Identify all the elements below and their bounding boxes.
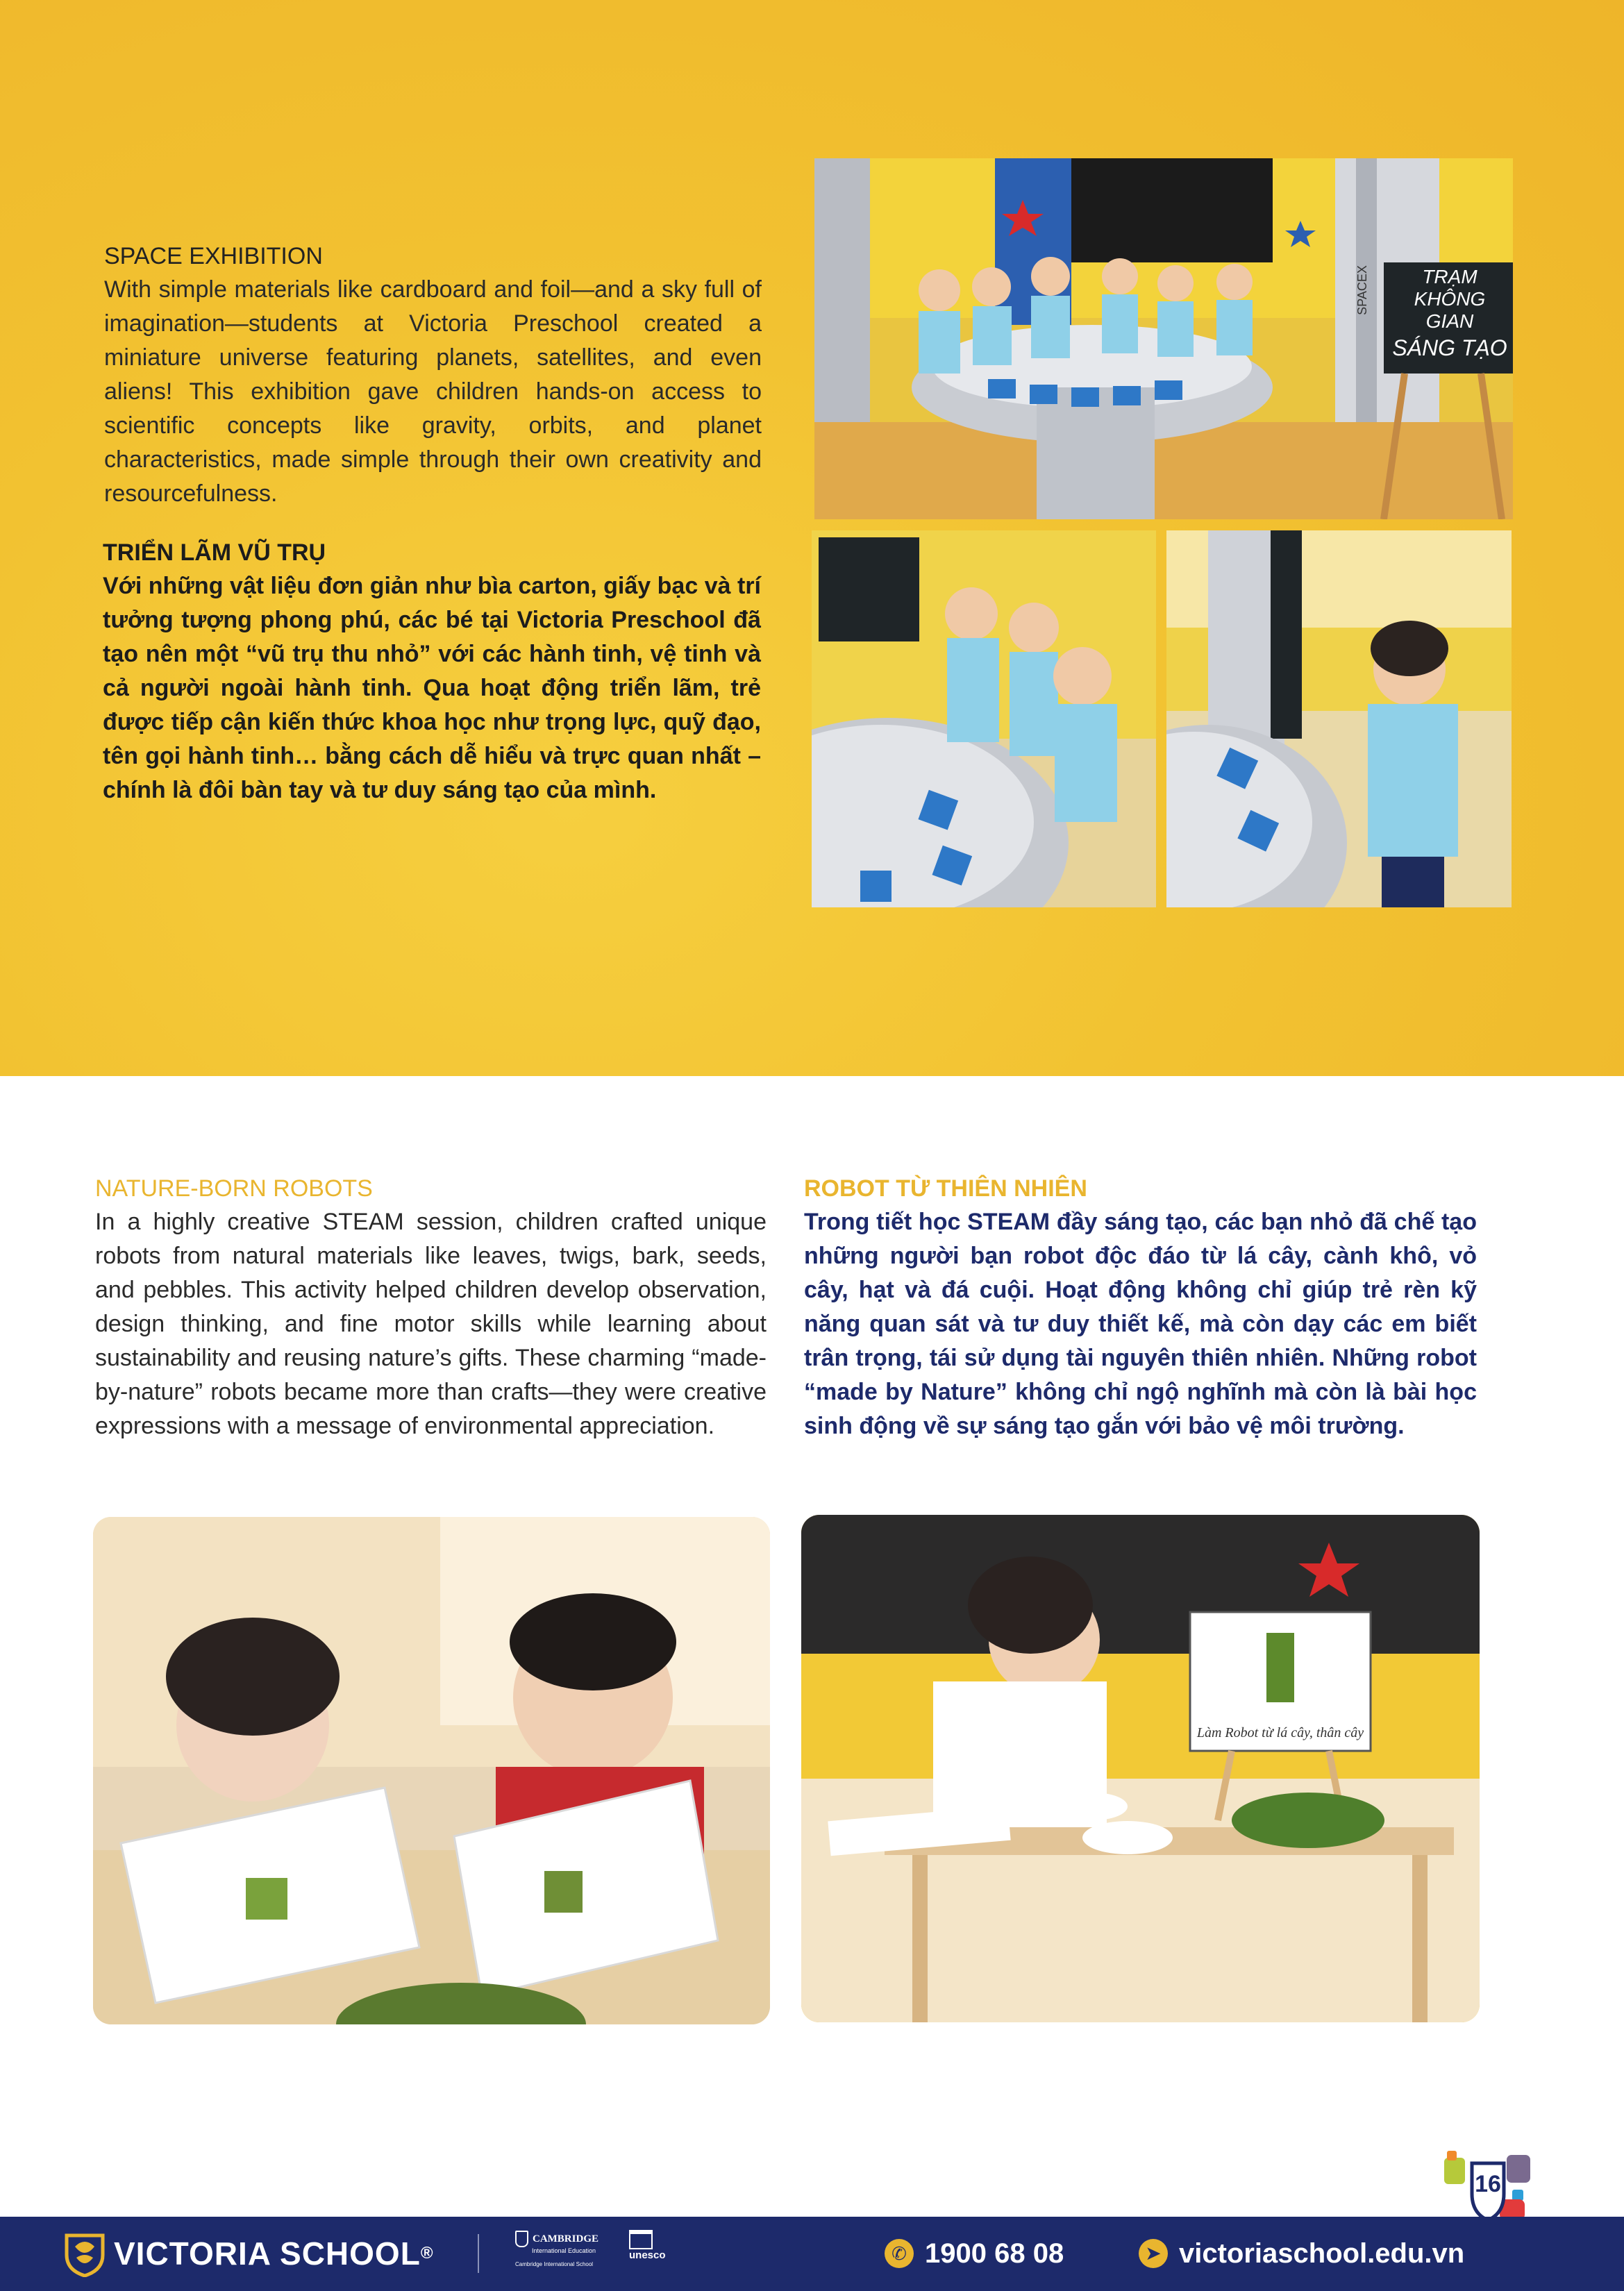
unesco-logo [629, 2230, 678, 2279]
sign-line-2: KHÔNG [1414, 288, 1486, 310]
cambridge-sub2: Cambridge International School [515, 2261, 594, 2267]
cambridge-shield-icon [515, 2231, 528, 2247]
website-url: victoriaschool.edu.vn [1179, 2238, 1465, 2269]
globe-icon: ➤ [1139, 2239, 1168, 2268]
robots-photo-kids [93, 1517, 770, 2024]
phone-number: 1900 68 08 [925, 2238, 1064, 2269]
sign-line-1: TRẠM [1422, 266, 1477, 287]
page-number: 16 [1475, 2171, 1501, 2197]
space-photo-right [1166, 530, 1512, 907]
space-vi-block [103, 536, 761, 807]
phone-link[interactable] [885, 2234, 1064, 2273]
sign-line-4: SÁNG TẠO [1392, 335, 1507, 360]
robots-en-title: NATURE-BORN ROBOTS [95, 1175, 373, 1202]
space-vi-body: Với những vật liệu đơn giản như bìa carton, giấy bạc và trí tưởng tượng phong phú, các bé tại Victoria Preschool đã tạo nên một “vũ trụ thu nhỏ” với các hành tinh, vệ tinh và cả người ngoài hành tinh. Qua hoạt động triển lãm, trẻ được tiếp cận kiến thức khoa học như trọng lực, quỹ đạo, tên gọi hành tinh… bằng cách dễ hiểu và trực quan nhất – chính là đôi bàn tay và tư duy sáng tạo của mình. [103, 573, 761, 803]
footer-divider [478, 2234, 479, 2273]
robots-en-block [95, 1172, 767, 1443]
board-caption: Làm Robot từ lá cây, thân cây [1196, 1725, 1364, 1740]
victoria-logo-icon [64, 2231, 106, 2277]
robots-photo-teacher [801, 1515, 1480, 2022]
footer-brand [114, 2234, 434, 2273]
sign-line-3: GIAN [1425, 310, 1474, 332]
space-photo-left [812, 530, 1156, 907]
robots-vi-title: ROBOT TỪ THIÊN NHIÊN [804, 1175, 1087, 1202]
space-photo-main [814, 158, 1513, 519]
footer-brand-registered: ® [420, 2244, 434, 2263]
cambridge-name: CAMBRIDGE [532, 2233, 598, 2244]
robots-vi-block [804, 1172, 1477, 1443]
space-en-block [104, 240, 762, 511]
cambridge-logo [515, 2231, 598, 2279]
space-vi-title: TRIỂN LÃM VŨ TRỤ [103, 539, 326, 566]
unesco-temple-icon [629, 2230, 653, 2249]
cambridge-sub: International Education [532, 2247, 596, 2254]
space-en-body: With simple materials like cardboard and foil—and a sky full of imagination—students at Victoria Preschool created a miniature universe featuring planets, satellites, and even aliens! This exhibition gave children hands-on access to scientific concepts like gravity, orbits, and planet characteristics, made simple through their own creativity and resourcefulness. [104, 276, 762, 507]
website-link[interactable] [1139, 2234, 1464, 2273]
robots-vi-body: Trong tiết học STEAM đầy sáng tạo, các bạn nhỏ đã chế tạo những người bạn robot độc đáo từ lá cây, cành khô, vỏ cây, hạt và đá cuội. Hoạt động không chỉ giúp trẻ rèn kỹ năng quan sát và tư duy thiết kế, mà còn dạy các em biết trân trọng, tái sử dụng tài nguyên thiên nhiên. Những robot “made by Nature” không chỉ ngộ nghĩnh mà còn là bài học sinh động về sự sáng tạo gắn với bảo vệ môi trường. [804, 1209, 1477, 1439]
robots-en-body: In a highly creative STEAM session, children crafted unique robots from natural materials like leaves, twigs, bark, seeds, and pebbles. This activity helped children develop observation, design thinking, and fine motor skills while learning about sustainability and reusing nature’s gifts. These charming “made-by-nature” robots became more than crafts—they were creative expressions with a message of environmental appreciation. [95, 1209, 767, 1439]
unesco-text: unesco [629, 2249, 666, 2261]
phone-icon: ✆ [885, 2239, 914, 2268]
space-en-title: SPACE EXHIBITION [104, 243, 323, 269]
footer-brand-text: VICTORIA SCHOOL [114, 2235, 421, 2272]
rocket-label: SPACEX [1355, 265, 1369, 315]
